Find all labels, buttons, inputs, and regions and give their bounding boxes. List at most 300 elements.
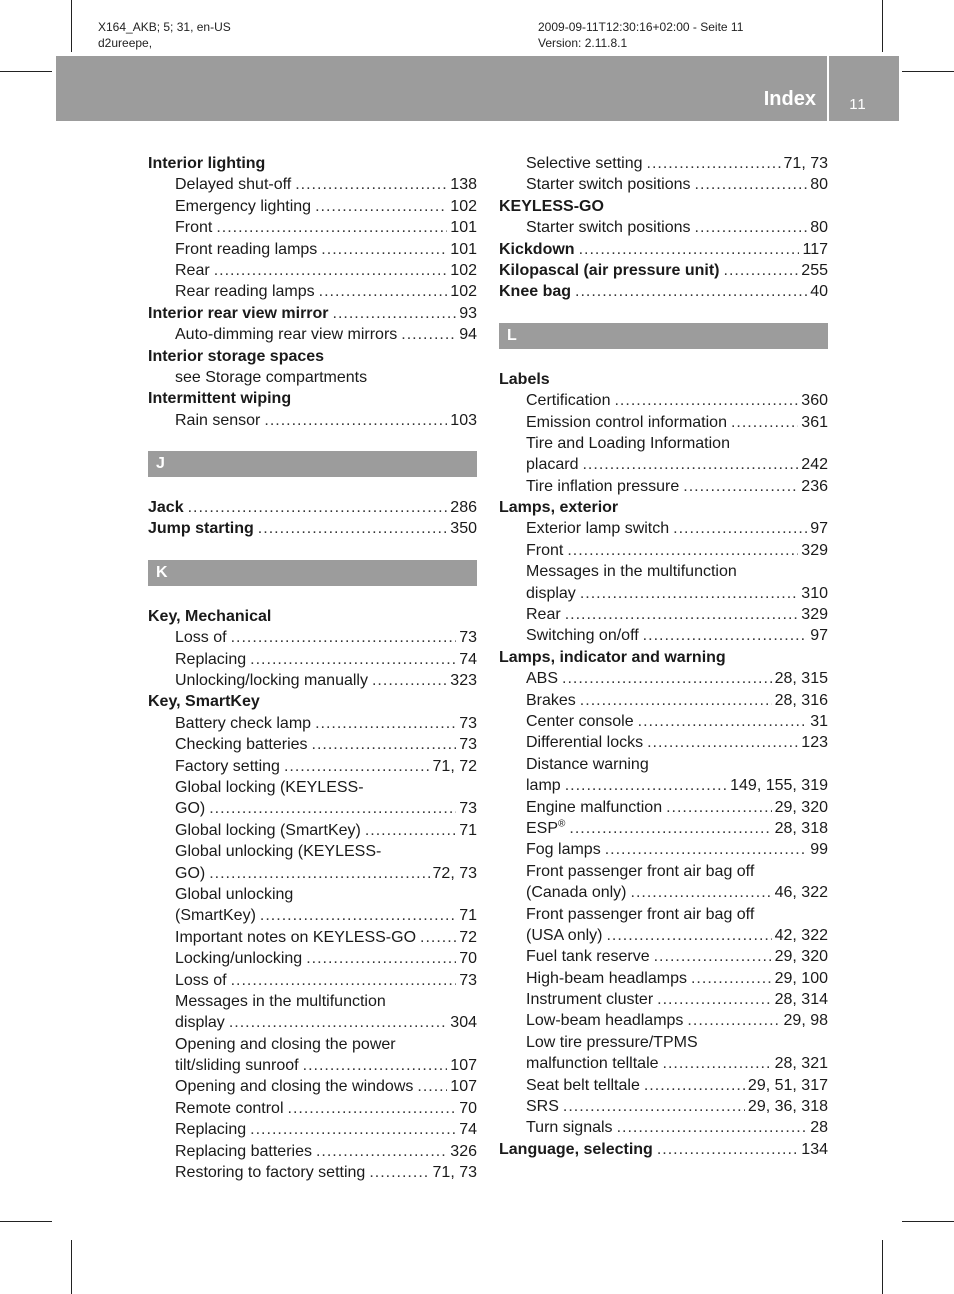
- entry-text: Certification: [526, 392, 611, 410]
- entry-text: Restoring to factory setting: [175, 1164, 366, 1182]
- entry-text: Rain sensor: [175, 411, 261, 429]
- entry-label: [526, 476, 679, 497]
- page-reference: 123: [801, 734, 828, 752]
- dot-leader: [401, 324, 456, 345]
- index-subentry: [148, 1098, 477, 1119]
- entry-label: [526, 775, 561, 796]
- entry-text: Language, selecting: [499, 1140, 653, 1158]
- dot-leader: [565, 604, 799, 625]
- dot-leader: [231, 970, 457, 991]
- dot-leader: [647, 732, 798, 753]
- entry-label: [499, 369, 550, 390]
- index-subentry: [499, 583, 828, 604]
- entry-label: [526, 625, 639, 646]
- index-subentry: [148, 174, 477, 195]
- index-subentry: [499, 818, 828, 839]
- entry-label: [148, 346, 324, 367]
- dot-leader: [643, 625, 808, 646]
- entry-text: Lamps, exterior: [499, 499, 619, 517]
- index-entry: [148, 346, 477, 367]
- page-reference: 74: [459, 1121, 477, 1139]
- page-reference: 29, 100: [774, 969, 828, 987]
- index-subentry: [148, 991, 477, 1012]
- entry-text: Kilopascal (air pressure unit): [499, 261, 720, 279]
- dot-leader: [673, 518, 807, 539]
- entry-text: Messages in the multifunction: [175, 992, 386, 1010]
- index-subentry: [148, 1162, 477, 1183]
- entry-text: Fuel tank reserve: [526, 948, 650, 966]
- entry-text: display: [526, 584, 576, 602]
- index-column-right: [499, 153, 828, 1160]
- page-reference: 73: [459, 714, 477, 732]
- page-reference: 310: [801, 584, 828, 602]
- dot-leader: [605, 839, 808, 860]
- index-subentry: [148, 670, 477, 691]
- dot-leader: [657, 1139, 798, 1160]
- entry-label: [526, 989, 653, 1010]
- meta-line: Version: 2.11.8.1: [538, 36, 628, 50]
- crop-mark: [902, 1221, 954, 1222]
- dot-leader: [258, 518, 448, 539]
- entry-text: Front reading lamps: [175, 240, 318, 258]
- entry-label: [499, 239, 575, 260]
- dot-leader: [691, 968, 772, 989]
- index-subentry: [148, 905, 477, 926]
- page-reference: 323: [450, 672, 477, 690]
- entry-text: Jack: [148, 499, 184, 517]
- entry-text: ABS: [526, 670, 559, 688]
- entry-label: [148, 153, 265, 174]
- crop-mark: [0, 1221, 52, 1222]
- entry-text: Tire and Loading Information: [526, 434, 730, 452]
- entry-label: [175, 260, 210, 281]
- index-subentry: [499, 754, 828, 775]
- index-subentry: [148, 927, 477, 948]
- entry-label: [526, 690, 576, 711]
- index-subentry: [148, 281, 477, 302]
- page-reference: 304: [450, 1014, 477, 1032]
- entry-text: Starter switch positions: [526, 176, 691, 194]
- entry-text: Remote control: [175, 1099, 284, 1117]
- entry-label: [175, 1141, 312, 1162]
- page-reference: 71: [459, 821, 477, 839]
- dot-leader: [563, 1096, 745, 1117]
- index-subentry: [499, 540, 828, 561]
- index-entry: [499, 239, 828, 260]
- index-subentry: [499, 174, 828, 195]
- crop-mark: [71, 0, 72, 52]
- dot-leader: [575, 281, 807, 302]
- dot-leader: [687, 1010, 780, 1031]
- index-entry: [499, 497, 828, 518]
- index-entry: [148, 606, 477, 627]
- print-meta-right: [538, 19, 743, 51]
- index-subentry: [148, 713, 477, 734]
- index-subentry: [499, 412, 828, 433]
- index-entry: [499, 1139, 828, 1160]
- index-subentry: [148, 863, 477, 884]
- entry-label: [175, 1012, 225, 1033]
- index-subentry: [148, 777, 477, 798]
- entry-label: [499, 281, 571, 302]
- index-subentry: [499, 690, 828, 711]
- page-reference: 134: [801, 1140, 828, 1158]
- page-reference: 102: [450, 283, 477, 301]
- index-subentry: [148, 260, 477, 281]
- entry-text: ESP: [526, 819, 559, 837]
- index-subentry: [499, 625, 828, 646]
- page-reference: 103: [450, 411, 477, 429]
- entry-label: [526, 518, 669, 539]
- dot-leader: [579, 239, 800, 260]
- entry-label: [175, 884, 293, 905]
- page-reference: 97: [810, 627, 828, 645]
- print-meta-left: [98, 19, 231, 51]
- index-entry: [499, 196, 828, 217]
- page-reference: 107: [450, 1057, 477, 1075]
- entry-label: [175, 324, 397, 345]
- page-reference: 242: [801, 456, 828, 474]
- entry-text: Front passenger front air bag off: [526, 905, 755, 923]
- dot-leader: [606, 925, 771, 946]
- dot-leader: [644, 1075, 745, 1096]
- page-reference: 71, 72: [432, 757, 477, 775]
- entry-label: [526, 1032, 698, 1053]
- entry-label: [175, 991, 386, 1012]
- index-column-left: [148, 153, 477, 1183]
- dot-leader: [295, 174, 447, 195]
- index-subentry: [148, 948, 477, 969]
- entry-text: KEYLESS-GO: [499, 197, 604, 215]
- dot-leader: [188, 497, 448, 518]
- index-subentry: [148, 970, 477, 991]
- index-subentry: [499, 797, 828, 818]
- page-reference: 149, 155, 319: [730, 777, 828, 795]
- entry-text: Interior storage spaces: [148, 347, 325, 365]
- entry-text: Messages in the multifunction: [526, 563, 737, 581]
- index-subentry: [499, 433, 828, 454]
- dot-leader: [214, 260, 448, 281]
- page-reference: 138: [450, 176, 477, 194]
- index-subentry: [148, 1034, 477, 1055]
- entry-label: [175, 820, 361, 841]
- dot-leader: [315, 196, 447, 217]
- index-subentry: [499, 946, 828, 967]
- entry-label: [175, 410, 260, 431]
- entry-text: Front: [526, 541, 564, 559]
- dot-leader: [638, 711, 808, 732]
- index-subentry: [499, 711, 828, 732]
- page-reference: 29, 36, 318: [747, 1098, 828, 1116]
- entry-label: [175, 1098, 284, 1119]
- entry-label: [175, 1034, 396, 1055]
- entry-text: GO): [175, 800, 206, 818]
- entry-label: [526, 904, 754, 925]
- entry-text: Global locking (SmartKey): [175, 821, 361, 839]
- entry-label: [175, 863, 205, 884]
- entry-text: Low-beam headlamps: [526, 1012, 684, 1030]
- entry-text: (USA only): [526, 926, 603, 944]
- entry-text: Battery check lamp: [175, 714, 312, 732]
- index-subentry: [499, 839, 828, 860]
- entry-label: [148, 691, 260, 712]
- entry-text: Low tire pressure/TPMS: [526, 1033, 698, 1051]
- index-subentry: [148, 1141, 477, 1162]
- entry-text: Rear: [175, 261, 210, 279]
- dot-leader: [209, 798, 456, 819]
- entry-label: [175, 367, 367, 388]
- index-subentry: [148, 820, 477, 841]
- entry-label: [526, 390, 610, 411]
- page-reference: 29, 320: [774, 798, 828, 816]
- page-reference: 72, 73: [432, 864, 477, 882]
- entry-label: [526, 1053, 659, 1074]
- page-reference: 255: [801, 261, 828, 279]
- entry-text: malfunction telltale: [526, 1055, 659, 1073]
- entry-label: [526, 1096, 559, 1117]
- page-reference: 73: [459, 629, 477, 647]
- entry-label: [526, 1117, 613, 1138]
- entry-label: [175, 627, 227, 648]
- entry-label: [175, 1119, 246, 1140]
- dot-leader: [231, 627, 457, 648]
- entry-text: High-beam headlamps: [526, 969, 687, 987]
- dot-leader: [695, 217, 808, 238]
- entry-label: [526, 1010, 683, 1031]
- index-subentry: [499, 604, 828, 625]
- index-subentry: [499, 153, 828, 174]
- header-divider: [827, 56, 829, 121]
- index-subentry: [148, 324, 477, 345]
- entry-text: Rear: [526, 606, 561, 624]
- index-subentry: [499, 668, 828, 689]
- dot-leader: [306, 948, 456, 969]
- entry-label: [526, 153, 643, 174]
- entry-text: Kickdown: [499, 240, 575, 258]
- page-number: 11: [849, 96, 867, 113]
- page-reference: 93: [459, 304, 477, 322]
- entry-label: [148, 497, 184, 518]
- page-reference: 326: [450, 1142, 477, 1160]
- entry-label: [175, 174, 291, 195]
- index-subentry: [499, 476, 828, 497]
- entry-text: (SmartKey): [175, 907, 256, 925]
- page-reference: 28, 321: [774, 1055, 828, 1073]
- entry-label: [526, 540, 563, 561]
- entry-label: [148, 606, 271, 627]
- dot-leader: [288, 1098, 457, 1119]
- page-reference: 350: [450, 520, 477, 538]
- entry-text: placard: [526, 456, 579, 474]
- entry-text: Opening and closing the power: [175, 1035, 396, 1053]
- page-reference: 28: [810, 1119, 828, 1137]
- index-subentry: [499, 882, 828, 903]
- index-subentry: [148, 1119, 477, 1140]
- page-reference: 102: [450, 261, 477, 279]
- entry-text: Lamps, indicator and warning: [499, 648, 726, 666]
- dot-leader: [657, 989, 771, 1010]
- index-subentry: [148, 884, 477, 905]
- dot-leader: [264, 410, 447, 431]
- page-reference: 28, 315: [774, 670, 828, 688]
- dot-leader: [303, 1055, 448, 1076]
- entry-text: Distance warning: [526, 755, 649, 773]
- dot-leader: [724, 260, 799, 281]
- entry-text: GO): [175, 864, 206, 882]
- page-reference: 40: [810, 283, 828, 301]
- page-reference: 101: [450, 240, 477, 258]
- dot-leader: [365, 820, 456, 841]
- entry-label: [175, 777, 364, 798]
- entry-label: [526, 412, 727, 433]
- dot-leader: [567, 540, 798, 561]
- meta-line: X164_AKB; 5; 31, en-US: [98, 20, 231, 34]
- index-subentry: [499, 1010, 828, 1031]
- entry-text: Emission control information: [526, 413, 727, 431]
- page-reference: 71, 73: [432, 1164, 477, 1182]
- index-entry: [148, 388, 477, 409]
- index-subentry: [499, 518, 828, 539]
- entry-text: Global unlocking: [175, 885, 294, 903]
- entry-label: [175, 927, 416, 948]
- entry-label: [526, 711, 634, 732]
- page-reference: 97: [810, 520, 828, 538]
- entry-text: Instrument cluster: [526, 991, 654, 1009]
- entry-text: Global locking (KEYLESS-: [175, 778, 364, 796]
- entry-label: [175, 948, 302, 969]
- entry-text: Tire inflation pressure: [526, 477, 680, 495]
- index-subentry: [499, 454, 828, 475]
- index-subentry: [148, 756, 477, 777]
- entry-label: [175, 734, 308, 755]
- page-reference: 71: [459, 907, 477, 925]
- entry-text: Global unlocking (KEYLESS-: [175, 843, 382, 861]
- index-subentry: [499, 1117, 828, 1138]
- index-entry: [148, 497, 477, 518]
- entry-label: [175, 841, 381, 862]
- entry-label: [175, 239, 317, 260]
- index-entry: [499, 369, 828, 390]
- entry-label: [526, 217, 691, 238]
- entry-text: Locking/unlocking: [175, 950, 303, 968]
- index-subentry: [499, 775, 828, 796]
- page-reference: 80: [810, 176, 828, 194]
- index-subentry: [148, 367, 477, 388]
- index-subentry: [148, 734, 477, 755]
- dot-leader: [614, 390, 798, 411]
- entry-label: [526, 882, 627, 903]
- page-reference: 73: [459, 736, 477, 754]
- entry-label: [526, 604, 561, 625]
- page-reference: 70: [459, 1099, 477, 1117]
- dot-leader: [695, 174, 808, 195]
- index-subentry: [148, 798, 477, 819]
- dot-leader: [666, 797, 772, 818]
- entry-label: [148, 518, 254, 539]
- entry-text: Replacing: [175, 650, 247, 668]
- page-reference: 70: [459, 950, 477, 968]
- index-subentry: [148, 217, 477, 238]
- dot-leader: [284, 756, 430, 777]
- entry-text: Key, Mechanical: [148, 607, 272, 625]
- entry-text: Loss of: [175, 629, 227, 647]
- entry-text: Interior lighting: [148, 155, 266, 172]
- dot-leader: [209, 863, 429, 884]
- entry-text: Delayed shut-off: [175, 176, 292, 194]
- entry-text: Switching on/off: [526, 627, 639, 645]
- index-subentry: [148, 1055, 477, 1076]
- entry-label: [175, 798, 205, 819]
- entry-label: [175, 1055, 299, 1076]
- dot-leader: [333, 303, 457, 324]
- entry-label: [526, 174, 691, 195]
- entry-text: Auto-dimming rear view mirrors: [175, 326, 398, 344]
- entry-text: Unlocking/locking manually: [175, 672, 368, 690]
- dot-leader: [580, 690, 772, 711]
- entry-text: Front: [175, 219, 213, 237]
- registered-mark: ®: [558, 818, 566, 830]
- page-reference: 101: [450, 219, 477, 237]
- page-reference: 28, 316: [774, 691, 828, 709]
- entry-label: [526, 861, 754, 882]
- entry-text: Interior rear view mirror: [148, 304, 329, 322]
- page-reference: 29, 320: [774, 948, 828, 966]
- dot-leader: [562, 668, 772, 689]
- entry-text: Opening and closing the windows: [175, 1078, 414, 1096]
- dot-leader: [647, 153, 781, 174]
- dot-leader: [316, 1141, 447, 1162]
- page-reference: 99: [810, 841, 828, 859]
- entry-text: Replacing batteries: [175, 1142, 312, 1160]
- entry-text: Knee bag: [499, 283, 572, 301]
- index-subentry: [148, 196, 477, 217]
- entry-text: Intermittent wiping: [148, 390, 292, 408]
- index-subentry: [499, 390, 828, 411]
- page-reference: 74: [459, 650, 477, 668]
- entry-text: Important notes on KEYLESS-GO: [175, 928, 417, 946]
- page-reference: 73: [459, 800, 477, 818]
- entry-text: Differential locks: [526, 734, 644, 752]
- index-subentry: [499, 1096, 828, 1117]
- page-reference: 71, 73: [783, 155, 828, 172]
- entry-label: [175, 217, 212, 238]
- page-reference: 42, 322: [774, 926, 828, 944]
- entry-label: [526, 797, 662, 818]
- entry-text: Jump starting: [148, 520, 254, 538]
- crop-mark: [71, 1240, 72, 1294]
- dot-leader: [229, 1012, 447, 1033]
- dot-leader: [582, 454, 798, 475]
- entry-label: [148, 388, 291, 409]
- entry-label: [175, 649, 246, 670]
- entry-text: Front passenger front air bag off: [526, 862, 755, 880]
- page-reference: 361: [801, 413, 828, 431]
- entry-text: Factory setting: [175, 757, 280, 775]
- dot-leader: [569, 818, 771, 839]
- crop-mark: [882, 0, 883, 52]
- entry-text: (Canada only): [526, 884, 627, 902]
- entry-label: [175, 670, 368, 691]
- page-reference: 117: [802, 240, 828, 258]
- dot-leader: [216, 217, 447, 238]
- page-reference: 329: [801, 606, 828, 624]
- index-entry: [499, 647, 828, 668]
- meta-line: d2ureepe,: [98, 36, 153, 50]
- dot-leader: [617, 1117, 808, 1138]
- entry-label: [499, 260, 720, 281]
- index-entry: [499, 260, 828, 281]
- entry-label: [526, 732, 643, 753]
